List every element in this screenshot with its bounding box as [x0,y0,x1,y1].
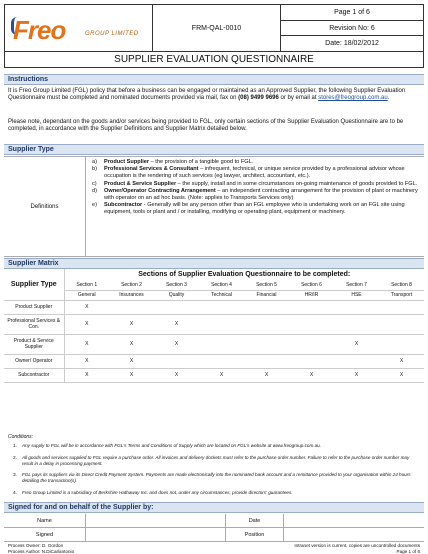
document-title: SUPPLIER EVALUATION QUESTIONNAIRE [4,52,424,68]
matrix-title: Sections of Supplier Evaluation Questionnaire to be completed: [138,271,351,278]
matrix-section-name: HSE [334,290,379,300]
footer-page-number: Page 1 of 6 [396,548,420,554]
condition-text: FGL pays its suppliers via its Direct Credit Payment System. Payments are made electronically into the nominated bank account and a remittance provided to your organisation within 24 hours detailing the transaction(s). [22,472,411,483]
matrix-cell [199,314,244,334]
condition-number: 4. [13,490,17,495]
matrix-section-name: Financial [244,290,289,300]
matrix-cell [244,300,289,314]
footer-right [294,543,420,554]
matrix-row [4,354,424,368]
definition-text: – the provision of a tangible good to FGL. [149,159,254,165]
matrix-section-header: Section 8 [379,280,424,290]
matrix-cell: X [334,334,379,354]
matrix-cell: X [379,354,424,368]
logo-text: Freo [13,15,66,45]
definition-letter: e) [92,202,97,209]
condition-item [8,472,420,484]
definition-text: - Generally will be any person other than an FGL employee who is undertaking work on an FGL site using equipment, tools or plant and / or installing, modifying or operating plant, equipment or machinery. [104,202,405,215]
matrix-section-name: Insurances [109,290,154,300]
signature-row-1 [4,514,424,528]
condition-number: 1. [13,443,17,448]
form-code: FRM-QAL-0010 [153,5,281,51]
definition-letter: b) [92,166,97,173]
definitions-label: Definitions [4,157,86,256]
matrix-cell [334,300,379,314]
matrix-cell [379,300,424,314]
matrix-row-label: Professional Services & Con. [4,314,64,334]
definition-letter: d) [92,187,97,194]
matrix-section-name: Quality [154,290,199,300]
matrix-cell [289,354,334,368]
signed-heading: Signed for and on behalf of the Supplier by: [4,502,424,513]
matrix-cell [289,334,334,354]
definition-item [92,188,420,202]
matrix-cell [334,354,379,368]
matrix-section-header: Section 5 [244,280,289,290]
condition-text: Any supply to FGL will be in accordance with FGL's Terms and Conditions of Supply which are located on FGL's website at www.freogroup.com.au. [22,443,321,448]
instructions-heading: Instructions [4,74,424,85]
matrix-cell [199,334,244,354]
definition-body [104,188,420,202]
matrix-cell [379,334,424,354]
definition-body [104,159,253,166]
definition-item [92,159,420,166]
matrix-row-label: Product Supplier [4,300,64,314]
matrix-cell [244,354,289,368]
footer-left [8,543,74,554]
condition-item [8,490,420,496]
instructions-paragraph-1 [8,88,420,103]
revision-number: Revision No: 6 [281,21,423,37]
matrix-cell: X [64,314,109,334]
definition-term: Owner/Operator Contracting Arrangement [104,187,216,194]
position-field[interactable] [284,528,424,541]
matrix-cell: X [154,368,199,382]
matrix-cell: X [379,368,424,382]
supplier-type-heading: Supplier Type [4,144,424,155]
process-owner: Process Owner: D. Gordon [8,543,64,548]
revision-date: Date: 18/02/2012 [325,40,379,48]
matrix-cell: X [289,368,334,382]
matrix-cell [199,354,244,368]
date-label: Date [226,514,284,527]
definition-text: – an independent contracting arrangement for the provision of plant or machinery with operator on an ad hoc basis. (Note: applies to Transports Services only) [104,187,418,201]
condition-text: All goods and services supplied to FGL require a purchase order. All invoices and delivery dockets must refer to the purchase order number. Failure to refer to the purchase order number may result in a delay in processing payment. [22,455,410,466]
instructions-text-end: . [387,95,390,102]
matrix-cell [289,314,334,334]
matrix-section-name: Transport [379,290,424,300]
matrix-row-label: Product & Service Supplier [4,334,64,354]
supplier-matrix-table [4,269,424,383]
definition-term: Professional Services & Consultant [104,166,199,173]
condition-text: Freo Group Limited is a subsidiary of Berkshire Hathaway Inc. and does not, under any circumstances, provide directors' guarantees. [22,490,293,495]
signature-field[interactable] [86,528,226,541]
matrix-cell: X [154,314,199,334]
matrix-cell: X [64,354,109,368]
date-field[interactable] [284,514,424,527]
matrix-cell [244,334,289,354]
definition-text: – infrequent, technical, or unique service provided by a professional advisor whose occupation is the rendering of such services (eg lawyer, architect, accountant, etc.). [104,166,405,180]
supplier-type-table [4,156,424,257]
matrix-cell [109,300,154,314]
email-link[interactable]: stores@freogroup.com.au [318,95,388,102]
header-meta [281,5,423,51]
matrix-row [4,368,424,382]
matrix-cell: X [244,368,289,382]
matrix-cell: X [334,368,379,382]
matrix-cell: X [64,300,109,314]
document-header [4,4,424,52]
definition-body [104,181,417,188]
matrix-cell: X [109,334,154,354]
conditions-heading: Conditions: [8,434,34,440]
matrix-cell: X [109,354,154,368]
matrix-section-header: Section 4 [199,280,244,290]
definition-term: Product & Service Supplier [104,180,177,187]
matrix-section-header: Section 2 [109,280,154,290]
supplier-type-column-header: Supplier Type [4,269,64,300]
matrix-section-header: Section 6 [289,280,334,290]
matrix-cell [154,300,199,314]
definitions-list [86,157,424,256]
signature-row-2 [4,528,424,542]
matrix-cell: X [199,368,244,382]
condition-number: 3. [13,472,17,477]
page-number: Page 1 of 6 [281,5,423,21]
matrix-section-names-row [4,290,424,300]
definition-term: Product Supplier [104,159,150,165]
matrix-row [4,314,424,334]
definition-item [92,181,420,188]
matrix-cell: X [109,314,154,334]
matrix-cell [334,314,379,334]
definition-text: – the supply, install and in some circumstances on-going maintenance of goods provided to FGL. [176,180,418,187]
definition-term: Subcontractor [104,202,143,209]
name-label: Name [4,514,86,527]
matrix-cell [154,354,199,368]
matrix-section-name: General [64,290,109,300]
matrix-cell: X [64,334,109,354]
matrix-cell: X [64,368,109,382]
matrix-cell [244,314,289,334]
fax-number: (08) 9499 9696 [238,95,279,102]
uncontrolled-notice: Intranet version is current, copies are uncontrolled documents [294,543,420,548]
definition-body [104,202,420,216]
condition-number: 2. [13,455,17,460]
matrix-cell [289,300,334,314]
matrix-section-row [4,280,424,290]
matrix-row-label: Owner/ Operator [4,354,64,368]
signature-block [4,514,424,542]
name-field[interactable] [86,514,226,527]
matrix-cell: X [109,368,154,382]
instructions-text: It is Freo Group Limited (FGL) policy that before a business can be engaged or maintained as an Approved Supplier, the following Supplier Evaluation Questionnaire must be completed and nominated documents provided via mail, fax on [8,88,406,102]
matrix-section-header: Section 3 [154,280,199,290]
logo-subtext: GROUP LIMITED [85,31,139,37]
matrix-section-name: Technical [199,290,244,300]
process-author: Process Author: N.DiCarlantonio [8,548,75,554]
definition-letter: c) [92,180,97,187]
signed-label: Signed [4,528,86,541]
matrix-cell: X [154,334,199,354]
position-label: Position [226,528,284,541]
definition-body [104,166,420,180]
matrix-section-name: HR/IR [289,290,334,300]
definition-letter: a) [92,159,97,165]
matrix-row [4,300,424,314]
matrix-row [4,334,424,354]
definition-item [92,202,420,216]
instructions-text-b: or by email at [278,95,319,102]
matrix-cell [199,300,244,314]
matrix-row-label: Subcontractor [4,368,64,382]
matrix-cell [379,314,424,334]
condition-item [8,443,420,449]
condition-item [8,455,420,467]
matrix-section-header: Section 1 [64,280,109,290]
supplier-matrix-heading: Supplier Matrix [4,258,424,269]
company-logo [5,5,153,51]
matrix-section-header: Section 7 [334,280,379,290]
definition-item [92,166,420,180]
instructions-paragraph-2: Please note, dependant on the goods and/or services being provided to FGL, only certain sections of the Supplier Evaluation Questionnaire are to be completed, in accordance with the Supplier Definitions and Supplier Matrix detailed below. [8,119,404,133]
